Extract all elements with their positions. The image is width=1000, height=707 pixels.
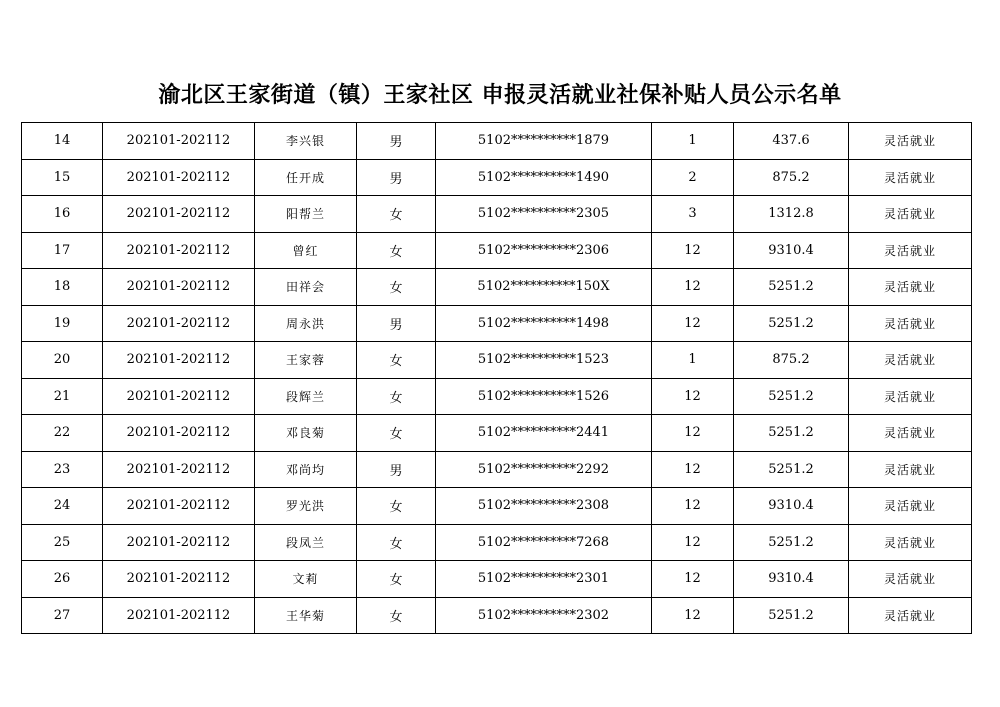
employment-type-cell: 灵活就业 <box>849 524 972 561</box>
row-number-cell: 24 <box>22 488 103 525</box>
id-number-cell: 5102**********2306 <box>436 232 652 269</box>
table-row <box>22 524 972 561</box>
employment-type-cell: 灵活就业 <box>849 415 972 452</box>
subsidy-amount-cell: 437.6 <box>734 123 849 160</box>
row-number-cell: 15 <box>22 159 103 196</box>
period-cell: 202101-202112 <box>103 488 255 525</box>
id-number-cell: 5102**********1498 <box>436 305 652 342</box>
person-name-cell: 任开成 <box>255 159 357 196</box>
person-name-cell: 邓尚均 <box>255 451 357 488</box>
id-number-cell: 5102**********2292 <box>436 451 652 488</box>
row-number-cell: 22 <box>22 415 103 452</box>
period-cell: 202101-202112 <box>103 159 255 196</box>
employment-type-cell: 灵活就业 <box>849 232 972 269</box>
subsidy-amount-cell: 5251.2 <box>734 524 849 561</box>
subsidy-amount-cell: 5251.2 <box>734 415 849 452</box>
id-number-cell: 5102**********2302 <box>436 597 652 634</box>
period-cell: 202101-202112 <box>103 415 255 452</box>
row-number-cell: 21 <box>22 378 103 415</box>
gender-cell: 女 <box>357 232 436 269</box>
employment-type-cell: 灵活就业 <box>849 123 972 160</box>
row-number-cell: 25 <box>22 524 103 561</box>
months-cell: 12 <box>652 488 734 525</box>
employment-type-cell: 灵活就业 <box>849 196 972 233</box>
table-row <box>22 196 972 233</box>
subsidy-amount-cell: 9310.4 <box>734 232 849 269</box>
months-cell: 12 <box>652 561 734 598</box>
months-cell: 12 <box>652 305 734 342</box>
period-cell: 202101-202112 <box>103 305 255 342</box>
gender-cell: 女 <box>357 196 436 233</box>
employment-type-cell: 灵活就业 <box>849 597 972 634</box>
subsidy-amount-cell: 875.2 <box>734 342 849 379</box>
months-cell: 12 <box>652 378 734 415</box>
person-name-cell: 段辉兰 <box>255 378 357 415</box>
employment-type-cell: 灵活就业 <box>849 378 972 415</box>
months-cell: 12 <box>652 451 734 488</box>
row-number-cell: 26 <box>22 561 103 598</box>
page-title: 渝北区王家街道（镇）王家社区 申报灵活就业社保补贴人员公示名单 <box>158 82 842 108</box>
gender-cell: 女 <box>357 415 436 452</box>
table-row <box>22 561 972 598</box>
subsidy-amount-cell: 9310.4 <box>734 561 849 598</box>
row-number-cell: 17 <box>22 232 103 269</box>
person-name-cell: 邓良菊 <box>255 415 357 452</box>
period-cell: 202101-202112 <box>103 196 255 233</box>
table-row <box>22 451 972 488</box>
table-row <box>22 597 972 634</box>
person-name-cell: 阳帮兰 <box>255 196 357 233</box>
employment-type-cell: 灵活就业 <box>849 561 972 598</box>
row-number-cell: 20 <box>22 342 103 379</box>
employment-type-cell: 灵活就业 <box>849 159 972 196</box>
row-number-cell: 27 <box>22 597 103 634</box>
person-name-cell: 周永洪 <box>255 305 357 342</box>
subsidy-amount-cell: 9310.4 <box>734 488 849 525</box>
gender-cell: 女 <box>357 561 436 598</box>
id-number-cell: 5102**********2301 <box>436 561 652 598</box>
id-number-cell: 5102**********2308 <box>436 488 652 525</box>
table-row <box>22 159 972 196</box>
gender-cell: 女 <box>357 269 436 306</box>
table-row <box>22 415 972 452</box>
period-cell: 202101-202112 <box>103 561 255 598</box>
subsidy-amount-cell: 5251.2 <box>734 378 849 415</box>
months-cell: 2 <box>652 159 734 196</box>
table-row <box>22 232 972 269</box>
employment-type-cell: 灵活就业 <box>849 488 972 525</box>
table-row <box>22 342 972 379</box>
id-number-cell: 5102**********1526 <box>436 378 652 415</box>
period-cell: 202101-202112 <box>103 378 255 415</box>
months-cell: 12 <box>652 524 734 561</box>
id-number-cell: 5102**********7268 <box>436 524 652 561</box>
person-name-cell: 田祥会 <box>255 269 357 306</box>
subsidy-amount-cell: 5251.2 <box>734 451 849 488</box>
row-number-cell: 18 <box>22 269 103 306</box>
subsidy-amount-cell: 1312.8 <box>734 196 849 233</box>
gender-cell: 女 <box>357 378 436 415</box>
employment-type-cell: 灵活就业 <box>849 269 972 306</box>
period-cell: 202101-202112 <box>103 597 255 634</box>
gender-cell: 男 <box>357 123 436 160</box>
gender-cell: 女 <box>357 597 436 634</box>
id-number-cell: 5102**********2305 <box>436 196 652 233</box>
subsidy-amount-cell: 5251.2 <box>734 597 849 634</box>
person-name-cell: 曾红 <box>255 232 357 269</box>
id-number-cell: 5102**********1879 <box>436 123 652 160</box>
period-cell: 202101-202112 <box>103 269 255 306</box>
table-row <box>22 123 972 160</box>
gender-cell: 女 <box>357 524 436 561</box>
row-number-cell: 23 <box>22 451 103 488</box>
person-name-cell: 王华菊 <box>255 597 357 634</box>
id-number-cell: 5102**********150X <box>436 269 652 306</box>
gender-cell: 男 <box>357 451 436 488</box>
person-name-cell: 王家蓉 <box>255 342 357 379</box>
subsidy-roster-table <box>21 122 972 634</box>
id-number-cell: 5102**********2441 <box>436 415 652 452</box>
months-cell: 12 <box>652 232 734 269</box>
table-row <box>22 269 972 306</box>
id-number-cell: 5102**********1490 <box>436 159 652 196</box>
period-cell: 202101-202112 <box>103 123 255 160</box>
table-row <box>22 305 972 342</box>
person-name-cell: 文莉 <box>255 561 357 598</box>
row-number-cell: 14 <box>22 123 103 160</box>
employment-type-cell: 灵活就业 <box>849 342 972 379</box>
employment-type-cell: 灵活就业 <box>849 305 972 342</box>
subsidy-amount-cell: 5251.2 <box>734 269 849 306</box>
period-cell: 202101-202112 <box>103 232 255 269</box>
row-number-cell: 19 <box>22 305 103 342</box>
roster-body <box>22 123 972 634</box>
person-name-cell: 李兴银 <box>255 123 357 160</box>
person-name-cell: 罗光洪 <box>255 488 357 525</box>
period-cell: 202101-202112 <box>103 342 255 379</box>
subsidy-amount-cell: 875.2 <box>734 159 849 196</box>
months-cell: 3 <box>652 196 734 233</box>
months-cell: 1 <box>652 342 734 379</box>
row-number-cell: 16 <box>22 196 103 233</box>
person-name-cell: 段凤兰 <box>255 524 357 561</box>
gender-cell: 男 <box>357 159 436 196</box>
employment-type-cell: 灵活就业 <box>849 451 972 488</box>
gender-cell: 女 <box>357 342 436 379</box>
gender-cell: 男 <box>357 305 436 342</box>
period-cell: 202101-202112 <box>103 451 255 488</box>
table-row <box>22 378 972 415</box>
table-row <box>22 488 972 525</box>
months-cell: 12 <box>652 415 734 452</box>
period-cell: 202101-202112 <box>103 524 255 561</box>
months-cell: 12 <box>652 269 734 306</box>
subsidy-amount-cell: 5251.2 <box>734 305 849 342</box>
gender-cell: 女 <box>357 488 436 525</box>
months-cell: 12 <box>652 597 734 634</box>
months-cell: 1 <box>652 123 734 160</box>
id-number-cell: 5102**********1523 <box>436 342 652 379</box>
